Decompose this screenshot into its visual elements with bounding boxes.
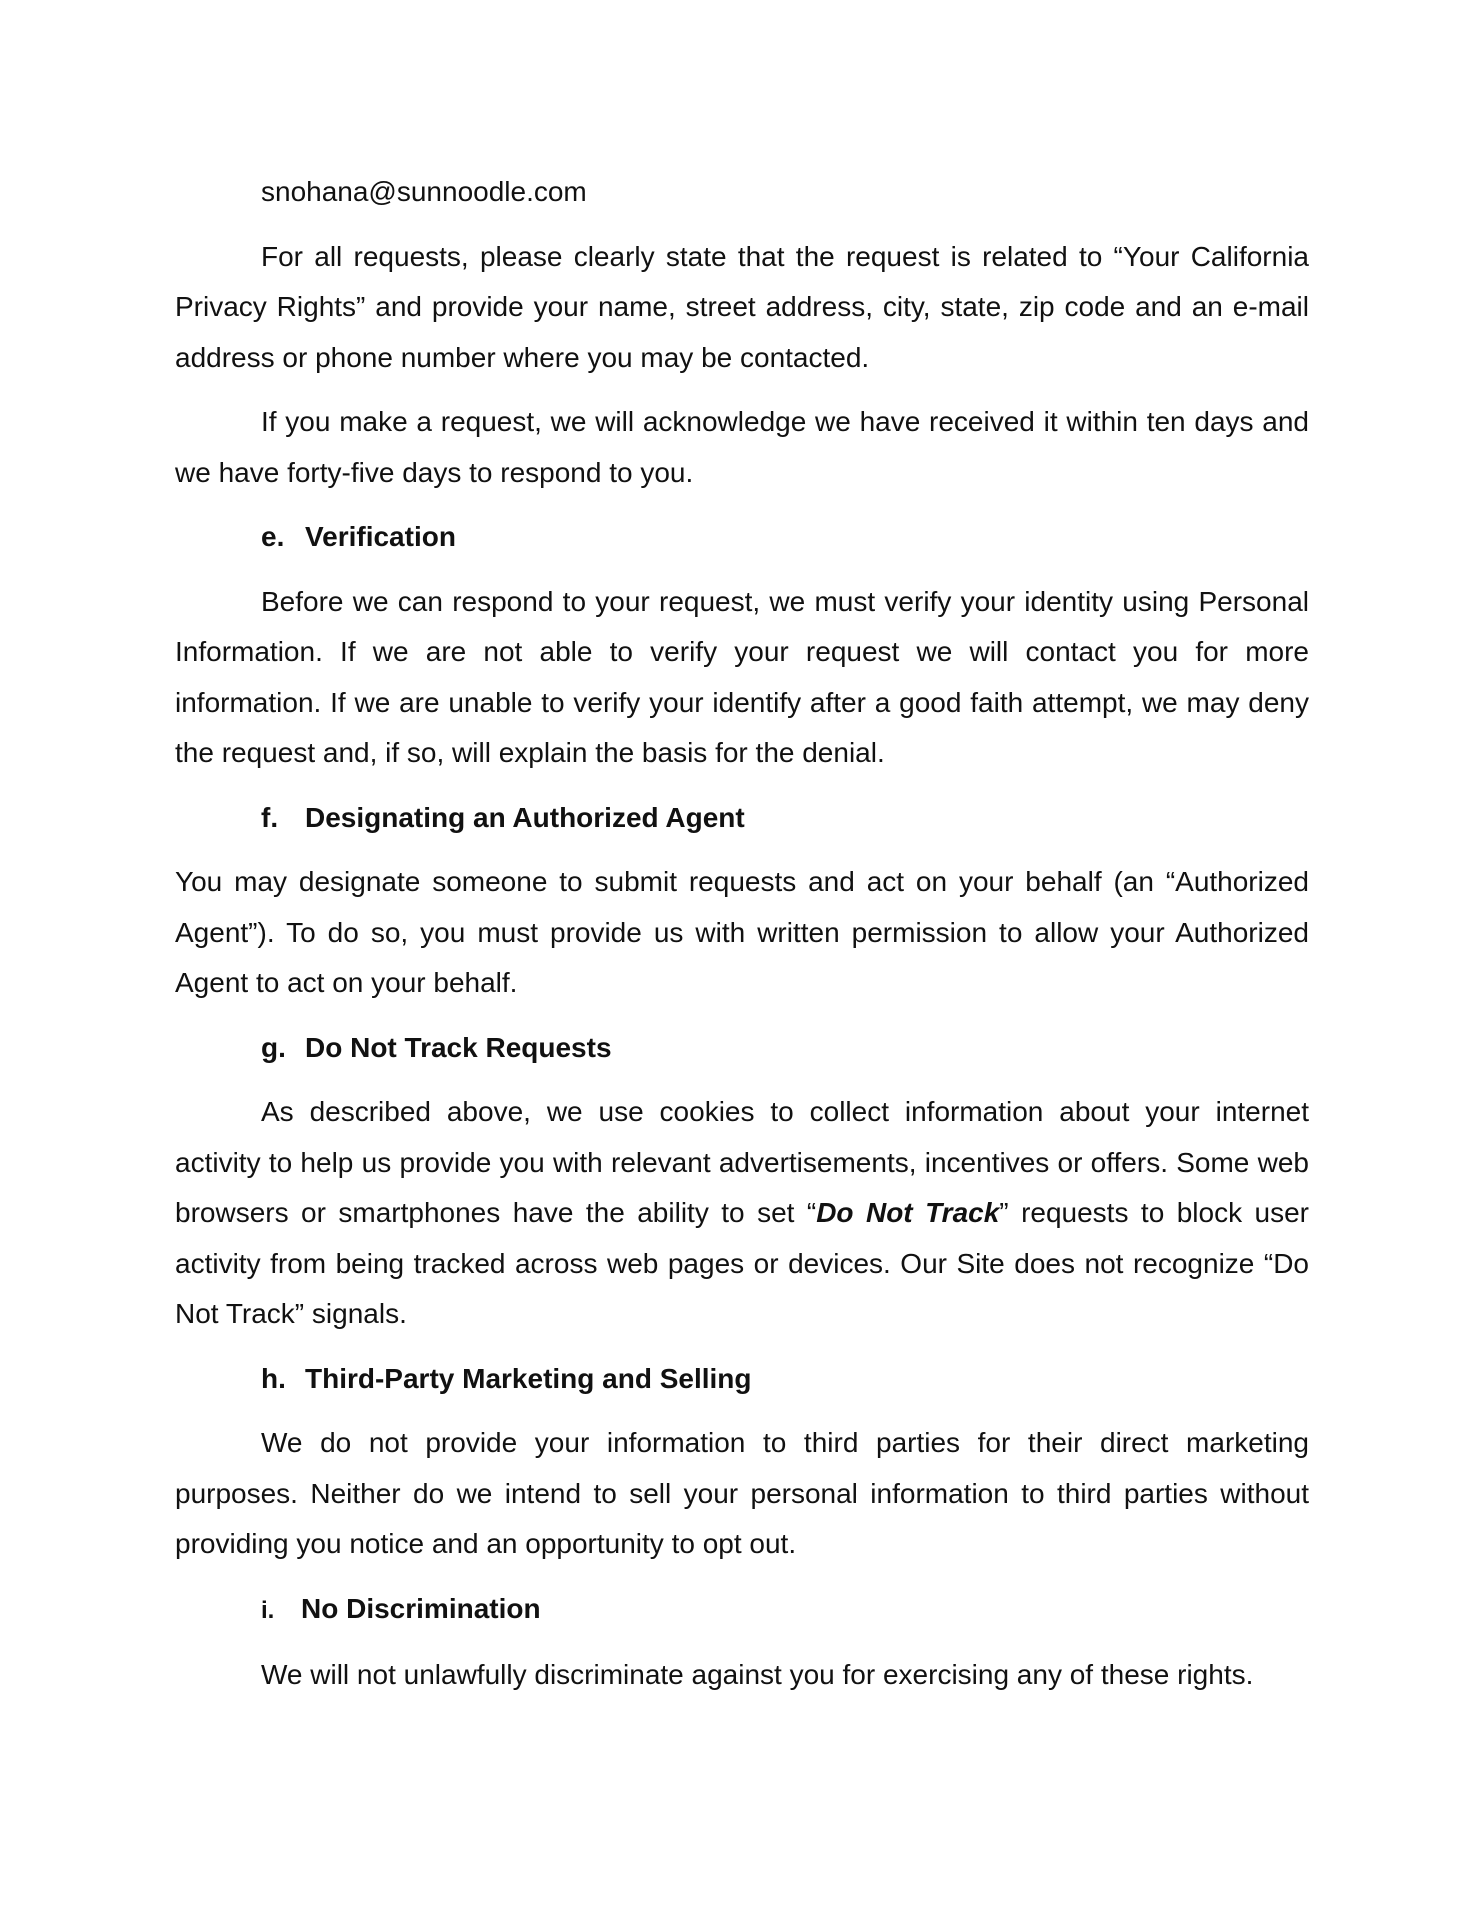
- contact-email: snohana@sunnoodle.com: [261, 176, 587, 207]
- section-f-heading: [175, 793, 1309, 844]
- section-e-body: Before we can respond to your request, we must verify your identity using Personal Information. If we are not able to verify your request we will contact you for more information. If we are unable to verify your identify after a good faith attempt, we may deny the request and, if so, will explain the basis for the denial.: [175, 585, 1309, 768]
- section-i-letter: i.: [261, 1596, 275, 1624]
- section-h-body: We do not provide your information to third parties for their direct marketing purposes. Neither do we intend to sell your personal information to third parties without providing you notice and an opportunity to opt out.: [175, 1427, 1309, 1559]
- section-e-title: Verification: [305, 521, 456, 552]
- section-i-heading: [175, 1584, 1309, 1637]
- section-g-body-after: ” requests to block user activity from being tracked across web pages or devices. Our Site does not recognize “Do Not Track” signals.: [175, 1197, 1309, 1329]
- section-h-title: Third-Party Marketing and Selling: [305, 1362, 752, 1394]
- section-g-letter: g.: [261, 1031, 286, 1063]
- requests-paragraph: For all requests, please clearly state that the request is related to “Your California Privacy Rights” and provide your name, street address, city, state, zip code and an e-mail address or phone number where you may be contacted.: [175, 240, 1309, 373]
- acknowledge-paragraph: If you make a request, we will acknowledge we have received it within ten days and we have forty-five days to respond to you.: [175, 406, 1309, 488]
- section-g-body-before: As described above, we use cookies to collect information about your internet activity to help us provide you with relevant advertisements, incentives or offers. Some web browsers or smartphones have the ability to set “: [175, 1096, 1309, 1228]
- section-e-letter: e.: [261, 521, 285, 552]
- section-f-body: You may designate someone to submit requests and act on your behalf (an “Authorized Agent”). To do so, you must provide us with written permission to allow your Authorized Agent to act on your behalf.: [175, 866, 1309, 998]
- section-e-heading: [175, 512, 1309, 563]
- section-g-title: Do Not Track Requests: [305, 1031, 612, 1063]
- do-not-track-emphasis: Do Not Track: [816, 1197, 1000, 1228]
- section-f-title: Designating an Authorized Agent: [305, 801, 745, 833]
- section-g-body: [175, 1087, 1309, 1340]
- section-g-heading: [175, 1023, 1309, 1074]
- section-i-title: No Discrimination: [301, 1592, 541, 1624]
- section-f-letter: f.: [261, 801, 279, 833]
- section-h-letter: h.: [261, 1362, 286, 1394]
- section-h-heading: [175, 1354, 1309, 1405]
- document-page: [175, 167, 1309, 1701]
- section-i-body: We will not unlawfully discriminate against you for exercising any of these rights.: [261, 1659, 1254, 1690]
